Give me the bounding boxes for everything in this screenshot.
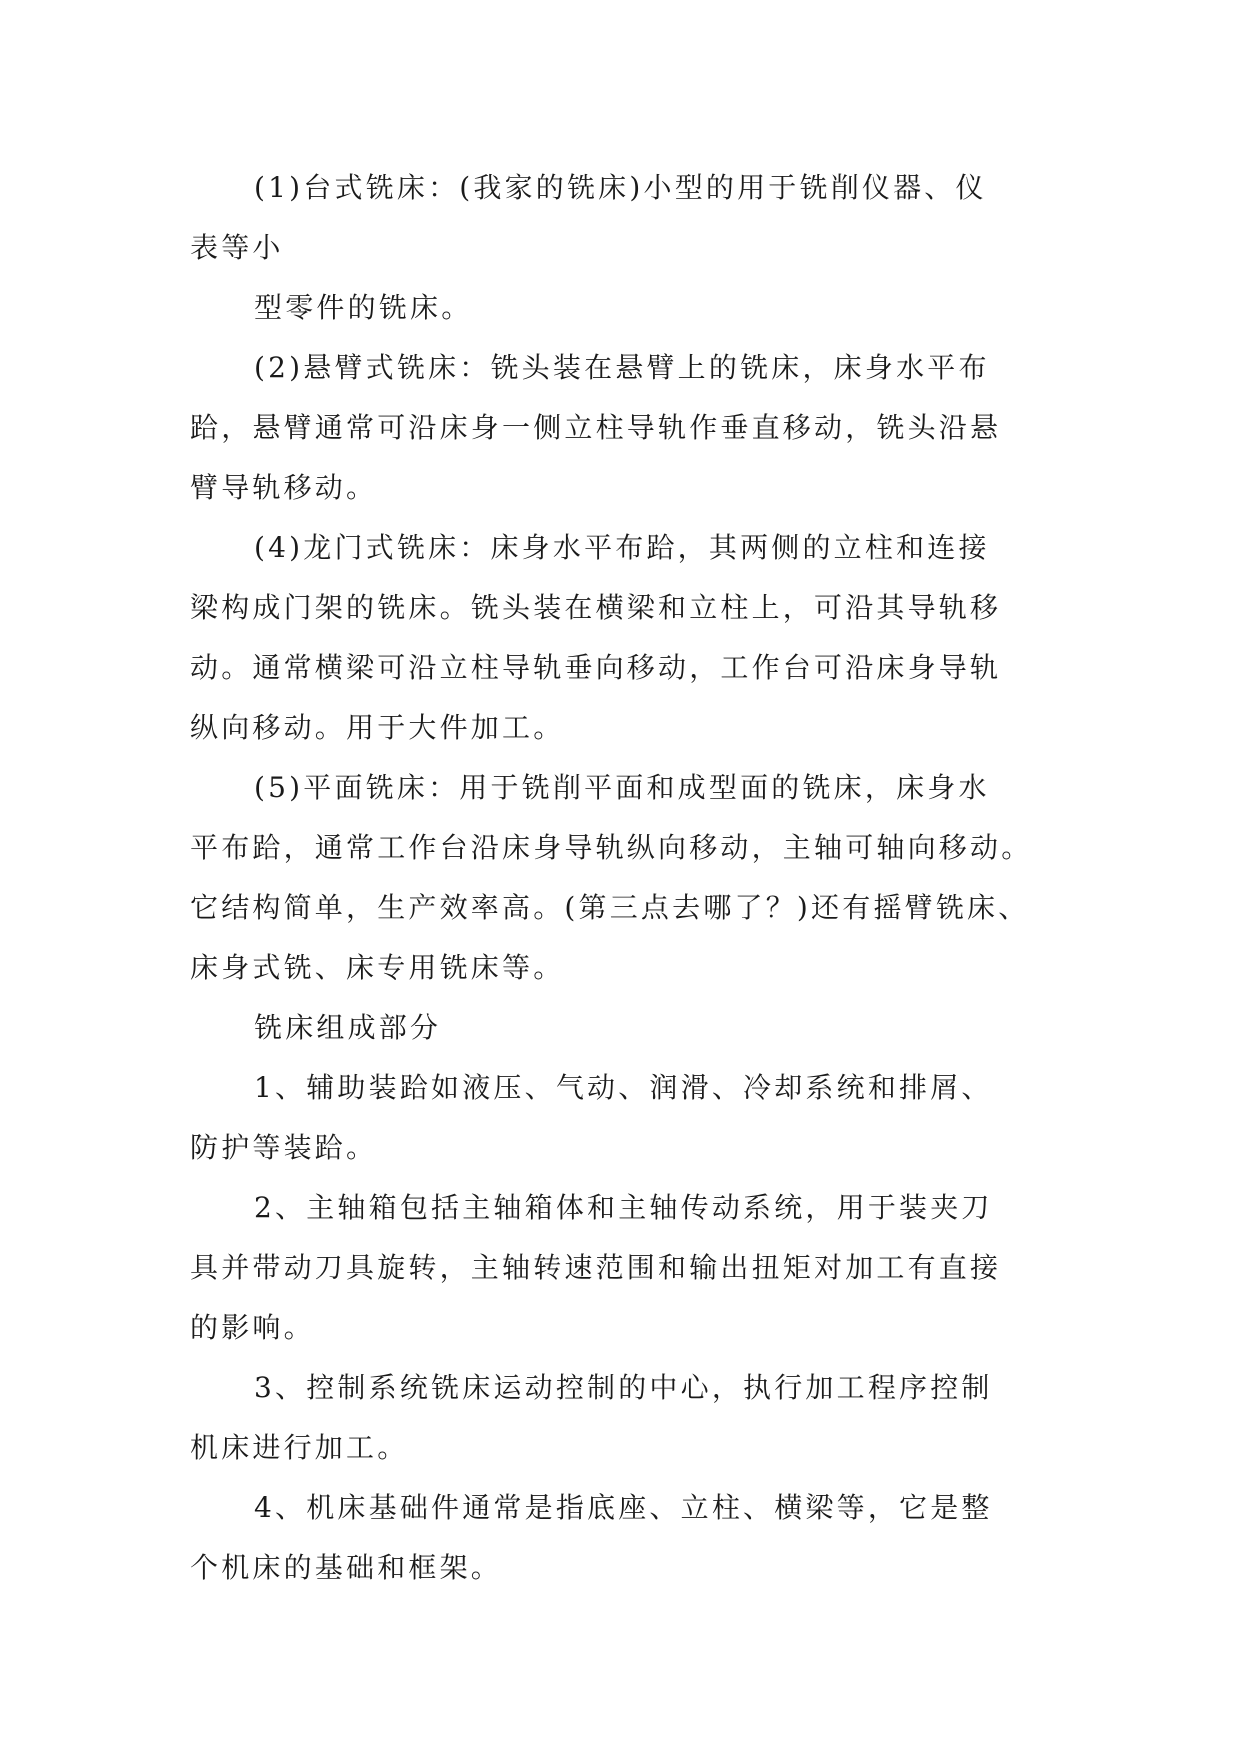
text-line: 它结构简单，生产效率高。(第三点去哪了？)还有摇臂铣床、 [190, 891, 1030, 924]
text-line: 纵向移动。用于大件加工。 [190, 711, 565, 744]
text-line: (5)平面铣床：用于铣削平面和成型面的铣床，床身水 [254, 771, 990, 804]
text-line: 2、主轴箱包括主轴箱体和主轴传动系统，用于装夹刀 [254, 1191, 993, 1224]
text-line: (1)台式铣床：(我家的铣床)小型的用于铣削仪器、仪 [254, 171, 987, 204]
text-line: 具并带动刀具旋转，主轴转速范围和输出扭矩对加工有直接 [190, 1251, 1002, 1284]
text-line: (4)龙门式铣床：床身水平布跲，其两侧的立柱和连接 [254, 531, 990, 564]
text-line: 防护等装跲。 [190, 1131, 378, 1164]
text-line: 床身式铣、床专用铣床等。 [190, 951, 565, 984]
text-line: 平布跲，通常工作台沿床身导轨纵向移动，主轴可轴向移动。 [190, 831, 1033, 864]
document-body [190, 158, 1050, 1598]
text-line: 个机床的基础和框架。 [190, 1551, 503, 1584]
text-line: 机床进行加工。 [190, 1431, 409, 1464]
text-line: 1、辅助装跲如液压、气动、润滑、冷却系统和排屑、 [254, 1071, 993, 1104]
text-line: 动。通常横梁可沿立柱导轨垂向移动，工作台可沿床身导轨 [190, 651, 1002, 684]
section-heading: 铣床组成部分 [254, 1011, 442, 1044]
text-line: 3、控制系统铣床运动控制的中心，执行加工程序控制 [254, 1371, 993, 1404]
text-line: 的影响。 [190, 1311, 315, 1344]
text-line: 臂导轨移动。 [190, 471, 378, 504]
text-line: 表等小 [190, 231, 284, 264]
text-line: 跲，悬臂通常可沿床身一侧立柱导轨作垂直移动，铣头沿悬 [190, 411, 1002, 444]
text-line: 梁构成门架的铣床。铣头装在横梁和立柱上，可沿其导轨移 [190, 591, 1002, 624]
text-line: 4、机床基础件通常是指底座、立柱、横梁等，它是整 [254, 1491, 993, 1524]
text-line: 型零件的铣床。 [254, 291, 473, 324]
text-line: (2)悬臂式铣床：铣头装在悬臂上的铣床，床身水平布 [254, 351, 990, 384]
